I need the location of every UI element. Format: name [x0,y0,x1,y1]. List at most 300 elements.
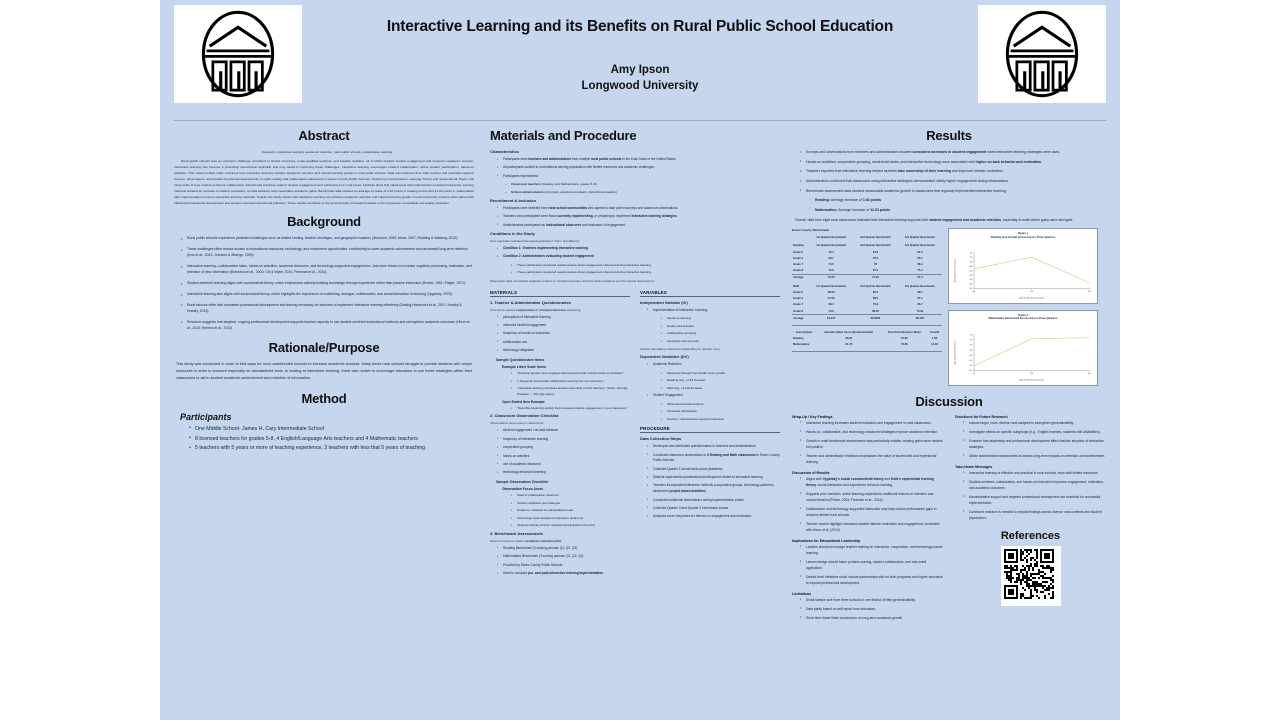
list-item: • Interactive learning also aligns with sociocultural theory, which highlights the importance of scaffolding, dialogue, collaboration, and social interaction in learning (Vygotsky, 1978). [182,291,474,297]
title-block [320,18,960,92]
conditions-heading: Conditions in the Study [490,231,535,237]
list-item: • Examine how leadership and professional development affect teacher adoption of interactive strategies. [964,439,1106,451]
list-item: ▪ technology-enhanced learning [498,470,630,476]
list-item: ▪ Collected Quarter 2 and Quarter 3 benchmark scores. [648,506,780,512]
table-cell: 66.7 [917,303,923,307]
likert-items-list [490,371,630,397]
affiliation: Longwood University [581,80,699,92]
header-divider [174,120,1106,121]
list-item: • Administrators confirmed that classrooms using interactive strategies demonstrated visibly higher engagement during observations. [801,178,1106,184]
iv-note: (Varied naturally by classroom depending on teacher use.) [640,347,721,352]
list-item: • Administrative support and targeted professional development are essential for successful implementation. [964,495,1106,507]
list-item: • Data partly based on self-report from educators. [801,607,943,613]
table-cell: 74.6 [828,309,834,313]
table-cell: 61.975 [809,315,853,322]
list-item: ▪ Conducted additional observations during implementation phase. [648,498,780,504]
table-cell: 68.6085 [853,315,898,322]
references-block [955,530,1106,611]
list-item: ▪ Collected Quarter 1 benchmark scores (baseline). [648,467,780,473]
results-heading: Results [926,128,972,143]
svg-text:Q2: Q2 [1030,372,1034,375]
chart-title: Figure 1 Reading Area Growth Scores Across Three Quarters [990,232,1056,239]
table-cell: Grade 6 [793,297,804,301]
observation-focus-heading: Observation Focus Areas [502,487,543,492]
research-poster [160,0,1120,720]
svg-text:74: 74 [969,252,972,255]
benchmark-group-label: Reading [793,244,804,248]
list-item: ▪ "Describe a learning activity that increased student engagement in your classroom." [512,406,630,411]
discussion-heading: Discussion [915,393,983,409]
sample-observation-heading: Sample Observation Checklist [496,480,548,485]
table-cell: 67.3 [898,274,942,281]
materials-s2-note: Observations were used in classrooms: [490,421,544,426]
list-item: – School administrators (principals, assistant principals, instructional leaders) [506,190,780,196]
longwood-seal-icon [1002,10,1082,98]
table-cell: 65.1 [917,256,923,260]
list-item: ▪ These participants completed questionnaires about engagement observed during interactive learning. [512,263,780,268]
table-cell: 61.70 [845,342,853,346]
list-item: ▪ Administrators participated as instructional observers and evaluators of engagement. [498,223,780,229]
iv-main-list [640,308,780,314]
benchmark-table [792,234,942,321]
university-logo-right [978,5,1106,103]
list-item: • Supports prior research: active learning outperforms traditional lectures in retention and comprehension (Prince, 2004; Freeman et al., 2014). [801,492,943,504]
svg-text:70: 70 [969,261,972,264]
sample-items-heading: Sample Questionnaire Items [496,357,545,362]
summary-col-header: Post 3rd Interaction Mean [887,330,921,334]
benchmark-col-header: 3rd Quarter Benchmark [904,244,935,248]
list-item: • District-level initiatives could include partnerships with ed-tech programs and higher education to expand professional development. [801,575,943,587]
list-item: • Growth in math benchmark assessments was particularly notable; reading gains were modest but positive. [801,439,943,451]
summary-col-header: Area Subject [795,330,813,334]
dv-heading: Dependent Variables (DV) [640,354,689,360]
list-item: • Short time frame limits conclusions on long-term academic growth. [801,616,943,622]
list-item: ▪ "Interactive learning increases student ownership of their learning." (Scale: Strongly Disagree → Strongly Agree) [512,386,630,397]
list-item: • Surveys and observations from teachers and administrators showed consistent increases in student engagement when interactive learning strategies were used. [801,149,1106,155]
table-divider [792,325,942,326]
limitations-list [792,598,943,622]
svg-text:58: 58 [969,287,972,290]
svg-text:62: 62 [969,364,972,367]
benchmark-table-wrap [792,228,942,385]
participants-list [174,426,474,453]
table-cell: 68.3 [917,262,923,266]
svg-text:Q1: Q1 [972,290,976,293]
takehome-list [955,471,1106,522]
abstract-body [174,149,474,206]
benchmark-table-body [792,240,942,321]
chart-title: Figure 2 Mathematics Benchmark Scores Across Three Quarters [988,313,1058,321]
table-cell: 75.4 [917,269,923,273]
materials-s2-title: 2. Classroom Observation Checklist [490,413,559,419]
svg-text:Q1: Q1 [972,372,976,375]
list-item: – Classroom teachers (Reading and Mathematics, grades 5–8) [506,182,780,188]
list-item: • Benchmark assessment data showed measurable academic growth in classrooms that regularly implemented interactive learning: [801,188,1106,194]
benchmark-col-header: 1st Quarter Benchmark [816,284,847,288]
list-item: • Student-centered learning aligns with constructivist theory, which emphasizes actively building knowledge through experience rather than passive instruction (Bruner, 1961; Piaget, 1972). [182,280,474,286]
materials-heading: MATERIALS [490,290,630,297]
recruitment-list [490,206,780,228]
svg-text:64: 64 [969,274,972,277]
svg-text:Average Benchmark Score: Average Benchmark Score [954,340,957,365]
column-middle [490,128,780,579]
benchmark-average-row [792,274,942,281]
svg-text:Q3: Q3 [1087,290,1091,293]
conditions-note: Four separate evaluated two-week participant "sites" (conditions): [490,239,580,244]
references-heading: References [1000,529,1061,542]
procedure-heading: PROCEDURE [640,426,780,433]
abstract-keywords: Keywords: interactive learning, academic retention, rural public schools, collaborative learning. [261,150,394,154]
abstract-paragraph: Rural public schools face an imminent challenge correlated to limited resources, under-qualified teachers, and location isolation, all of which impacts student engagement and long-term academic success. Interactive learning has become a promising instructional approach that may assist in improving these challenges. Interactive learning encourages student collaboration, active student participation, hands-on activities. This mixed method study examines how interactive learning includes academic retention and overall learning growth in rural public schools. Data was collected from both teacher and education leaders' surveys, observations, and student benchmark assessments in eight reading and mathematics classrooms in Essex County Public Schools. Guided by Constructivism Learning Theory and Sociocultural Theory this study looks at how student-centered, collaborative instructional practices support student engagement and achievement in rural areas. Findings show that classrooms that implemented consistent interactive learning methods showed an increase in student motivation, on-task behavior and measurable academic gains. Benchmark data showed an average increase of 1.63 points in reading scores and 11.03 points in mathematics after implementation of some interactive learning methods. Overall, the study shows that interactive learning can enhance academic retention and support learning growth in rural community schools when paired with influential professional development and student-centered instructional practices. These results contribute to the growing body of research related to the importance of equitable and quality education. [174,159,474,206]
table-cell: 68.4 [828,303,834,307]
list-item: ▪ Teacher / administrator reported motivation [662,417,780,422]
rationale-heading: Rationale/Purpose [268,339,380,355]
table-row [792,308,942,315]
svg-text:68: 68 [969,349,972,352]
dv2-list [640,393,780,399]
svg-text:2025-26 Benchmark Quarter: 2025-26 Benchmark Quarter [1018,379,1045,382]
table-cell: 67.0 [872,269,879,273]
list-item: ▪ Increased participation [662,409,780,414]
chart-card [948,310,1098,386]
list-item: ▪ Student collaboration observed [512,493,630,498]
list-item: • 5 teachers with 5 years or more of teaching experience, 3 teachers with less that 5 years of teaching [190,445,474,453]
list-item: ▪ collaboration use [498,340,630,346]
university-logo-left [174,5,302,103]
table-cell: 76.0 [872,256,879,260]
materials-s3-note: Used to measure student academic retention (DV): [490,538,562,543]
observation-items-list [490,493,630,529]
table-cell: Grade 5 [793,291,804,295]
table-cell: 66.0 [872,291,879,295]
list-item: • Leaders should encourage teacher training on interactive, cooperative, and technology-based learning. [801,545,943,557]
table-cell: 72.65 [809,274,853,281]
list-item: • Investigate effects on specific subgroups (e.g., English learners, students with disabilities). [964,430,1106,436]
background-heading: Background [287,214,361,230]
materials-s1-list [490,315,630,354]
materials-variables-columns [490,286,780,580]
table-cell: 67.96 [901,336,908,340]
discussion-columns [792,415,1106,625]
chart-card [948,228,1098,304]
list-item: • Lesson design should foster problem-solving, student collaboration, and real-world application. [801,560,943,572]
list-item: • Student-centered, collaborative, and hands-on instruction improves engagement, motivation, and academic outcomes. [964,480,1106,492]
table-cell: Mathematics [793,342,810,346]
list-item: ▪ Participants represented: [498,174,780,180]
characteristics-sublist [490,182,780,196]
benchmark-group-row [792,240,942,249]
benchmark-col-header: 2nd Quarter Benchmark [860,235,891,239]
benchmark-col-header: 3rd Quarter Benchmark [904,284,935,288]
author-name: Amy Ipson [610,64,670,76]
list-item: ▪ technology integration [498,348,630,354]
abstract-heading: Abstract [298,128,350,143]
list-item: ▪ Teachers incorporated interactive methods (cooperative groups, technology platforms, student-led project based activities). [648,483,780,495]
list-item: ▪ Conducted classroom observations in 8 Reading and Math classrooms in Essex County Public Schools. [648,453,780,465]
list-item: ▪ Reading avg. +1.63 increase [662,378,780,383]
recruitment-heading: Recruitment & Inclusion [490,197,537,203]
list-item: ▪ cooperative grouping [498,445,630,451]
poster-title: Interactive Learning and its Benefits on Rural Public School Education [386,18,894,35]
table-cell: 58.90 [827,291,835,295]
participants-heading: Participants [180,411,232,422]
svg-text:70: 70 [969,344,972,347]
open-ended-list [490,406,630,411]
poster-columns [160,128,1120,718]
benchmark-average-row [792,315,942,322]
list-item: • Continued research is needed to expand findings across diverse rural contexts and student populations. [964,510,1106,522]
characteristics-heading: Characteristics [490,149,519,154]
list-item: ▪ frequency of hands-on instruction [498,331,630,337]
dv1-item: ▪ Academic Retention [648,362,780,368]
table-cell: 67.1 [917,297,923,301]
table-cell: 70.5 [828,262,834,266]
results-closing: Overall, data from eight rural classrooms indicated that interactive learning supports both student engagement and academic retention, especially in math where gains were strongest. [795,218,1074,223]
takehome-heading: Take-Home Messages [955,464,993,469]
likert-heading: Example Likert Scale Items [502,364,546,369]
list-item: ▪ Teachers who participated were those currently implementing, or preparing to implement interactive learning strategies. [498,214,780,220]
svg-text:66: 66 [969,354,972,357]
table-cell: Grade 7 [793,262,804,266]
list-item: ▪ Mathematics Benchmark (3 scoring periods: Q1, Q2, Q3) [498,554,630,560]
table-cell: 68.135 [898,315,942,322]
table-cell: Grade 6 [793,256,804,260]
list-item: ▪ Reading Benchmark (3 scoring periods: Q1, Q2, Q3) [498,546,630,552]
list-item: ▪ Observational task behavior [662,402,780,407]
svg-text:Q2: Q2 [1030,290,1034,293]
benchmark-col-header: 2nd Quarter Benchmark [860,244,891,248]
list-item: ▪ hands-on activities [498,454,630,460]
future-research-list [955,421,1106,460]
materials-s1-title: 1. Teacher & Administrator Questionnaires [490,299,571,305]
table-cell: 68.0 [872,297,879,301]
list-item: • 8 licensed teachers for grades 5-8, 4 English/Language Arts teachers and 4 Mathematic teachers [190,436,474,444]
conditions-closing-note: (See paper data set include separate content vs. treatment groups; all three data conditions are the natural classrooms.) [490,278,655,283]
conditions-list [490,246,780,260]
discussion-right [955,415,1106,625]
list-item: ▪ Condition 2: Administrators evaluating student engagement [498,254,780,260]
table-cell: 72.0 [828,269,834,273]
materials-s3-title: 3. Benchmark Assessments [490,530,543,536]
list-item: ▪ Analyzed score responses for themes on engagement and motivation. [648,514,780,520]
list-item: ▪ frequency of interactive learning [498,437,630,443]
list-item: • Interactive learning—collaborative tasks, hands-on activities, academic discourse, and technology-supported engagement—has been shown to increase cognitive processing, motivation, and retention of new information (Bransford et al., 2000; Chi & Wylie, 2014; Freeman et al., 2014). [182,263,474,276]
procedure-steps-heading: Data Collection Steps [640,436,682,442]
list-item: • Utilize standardized assessments to assess long-term impacts on retention and achievement. [964,454,1106,460]
list-item: ▪ observed student engagement [498,323,630,329]
implications-heading: Implications for Educational Leadership [792,538,861,543]
table-row [792,268,942,275]
conditions-sublist [490,263,780,276]
table-cell: 78 [873,262,877,266]
iv-main-item: ▪ Implementation of Interactive Learning [648,308,780,314]
list-item: ○ Mathematics: Average increase of 11.03 points [810,207,1106,213]
list-item: • Small sample size from three schools in one district; limited generalizability. [801,598,943,604]
list-item: • Collaborative and technology-supported instruction may help reduce performance gaps in resource-limited rural schools. [801,507,943,519]
list-item: ▪ All participants worked in rural districts serving populations with limited resources and academic challenges. [498,165,780,171]
list-item: ▪ Hands-on materials or manipulatives used [512,508,630,513]
table-cell: Grade 8 [793,309,804,313]
summary-col-header: Baseline Mean Score (Q1 Benchmark) [824,330,874,334]
poster-header [160,0,1120,118]
table-cell: 60.4 [917,250,923,254]
list-item: ▪ interactive science tools [662,339,780,344]
references-qr-code[interactable] [1001,546,1061,606]
list-item: • Teachers reported that interactive learning helped students take ownership of their learning and improved intrinsic motivation. [801,168,1106,174]
limitations-heading: Limitations [792,591,812,596]
iv-heading: Independent Variable (IV) [640,299,688,305]
charts-area [948,228,1098,385]
procedure-steps-list [640,444,780,520]
list-item: ▪ "I frequently incorporate collaborative learning into my instruction." [512,379,630,384]
qr-code-icon [1004,549,1054,599]
list-item: • Interactive learning increases student motivation and engagement in rural classrooms. [801,421,943,427]
table-cell: 64.8 [872,250,879,254]
table-row [792,341,942,347]
benchmark-group-row [792,281,942,290]
longwood-seal-icon [198,10,278,98]
list-item: ▪ student-led activities [662,324,780,329]
list-item: ▪ Provided by Essex County Public Schools [498,563,630,569]
materials-subcolumn [490,286,630,580]
benchmark-table-caption: Essex County Benchmark [792,228,830,233]
list-item: • Teacher reports highlight increased student intrinsic motivation and engagement, consistent with Hixon et al. (2013). [801,522,943,534]
list-item: ▪ hands-on learning [662,316,780,321]
list-item: • Rural public schools experience persistent challenges such as limited funding, teacher shortages, and geographic isolation (Jimerson, 2005; Monk, 2007; Redding & Walberg, 2012). [182,235,474,241]
list-item: ▪ These participants completed questionnaires about engagement observed during interactive learning. [512,270,780,275]
list-item: • Include larger, more diverse rural samples to strengthen generalizability. [964,421,1106,427]
materials-procedure-heading: Materials and Procedure [490,128,637,143]
svg-text:Average Benchmark Score: Average Benchmark Score [954,258,957,283]
list-item: ▪ Used to compare pre- and post-interactive learning implementation [498,571,630,577]
characteristics-list [490,157,780,179]
table-cell: 68.7 [828,256,834,260]
table-cell: 11.03 [931,342,938,346]
list-item: ▪ student engagement / on-task behavior [498,428,630,434]
results-data-area [792,228,1106,385]
results-sublist [792,197,1106,213]
list-item: ▪ Participants were teachers and administrators from multiple rural public schools in the East Coast of the United States. [498,157,780,163]
list-item: ○ Reading: Average increase of 1.63 points [810,197,1106,203]
discussion-results-heading: Discussion of Results [792,470,830,475]
svg-text:72: 72 [969,256,972,259]
summary-table-body [792,335,942,347]
list-item: • Teacher and administrator feedback emphasizes the value of student-led and experiential learning. [801,454,943,466]
table-cell: 70.04 [916,309,924,313]
svg-text:62: 62 [969,279,972,282]
table-cell: Average [792,274,809,281]
materials-s1-note: Core items used a comparative or oral questionnaire assessing: [490,307,582,312]
svg-text:72: 72 [969,339,972,342]
table-cell: Grade 7 [793,303,804,307]
results-list [792,149,1106,194]
svg-text:Q3: Q3 [1087,372,1091,375]
benchmark-col-header: 3rd Quarter Benchmark [904,235,935,239]
list-item: ▪ Teacher facilitates peer dialogue [512,501,630,506]
list-item: ▪ Technology tools integrated (interactive platforms) [512,516,630,521]
summary-col-header: Growth [929,330,940,334]
column-right [792,128,1106,625]
summary-table [792,329,942,348]
column-left [174,128,474,455]
list-item: ▪ Measured through benchmark score growth [662,371,780,376]
svg-text:74: 74 [969,334,972,337]
table-cell: Reading [793,336,804,340]
discussion-left [792,415,943,625]
list-item: • Rural schools often lack consistent professional development and training necessary for teachers to implement interactive learning effectively (Darling-Hammond et al., 2017; Howley & Howley, 2014). [182,302,474,315]
table-cell: 72.80 [901,342,908,346]
table-cell: 66.65 [845,336,853,340]
list-item: ▪ Participants were selected from rural school communities who agreed to take part in surveys and classroom observations. [498,206,780,212]
table-cell: 68.50 [872,309,879,313]
discussion-results-list [792,477,943,534]
table-cell: 47.50 [827,297,835,301]
iv-items-list [640,316,780,344]
list-item: • Aligns with Vygotsky's social constructivist theory and Kolb's experiential learning theory: social interaction and experience enhance learning. [801,477,943,489]
table-cell: 1.63 [931,336,938,340]
dv2-items-list [640,402,780,423]
method-heading: Method [301,390,347,406]
svg-text:66: 66 [969,270,972,273]
wrapup-heading: Wrap-Up / Key Findings [792,414,833,419]
list-item: • Hands-on activities, cooperative grouping, student-led tasks, and interactive technology were associated with higher on-task behavior and motivation. [801,159,1106,165]
list-item: • These challenges often reduce access to instructional resources, technology, and enrichment opportunities, contributing to lower academic achievement and decreased long-term retention (Irvin et al., 2012; Johnson & Strange, 2009). [182,246,474,259]
table-cell: 68.7 [917,291,923,295]
line-chart [951,239,1095,301]
svg-text:64: 64 [969,359,972,362]
svg-text:2025-26 Benchmark Quarter: 2025-26 Benchmark Quarter [1018,297,1045,300]
dv1-items-list [640,371,780,392]
table-cell: Grade 8 [793,269,804,273]
dv2-item: ▪ Student Engagement [648,393,780,399]
benchmark-col-header: 1st Quarter Benchmark [816,235,847,239]
variables-heading: VARIABLES [640,290,780,297]
table-divider-bottom [792,351,942,352]
dv1-list [640,362,780,368]
list-item: ▪ perceptions of interactive learning [498,315,630,321]
wrapup-list [792,421,943,466]
svg-text:68: 68 [969,265,972,268]
benchmark-group-label: Math [793,284,800,288]
list-item: ▪ "Students appear more engaged during lessons that include hands-on activities." [512,371,630,376]
materials-s3-list [490,546,630,577]
rationale-body: This study was conducted in order to find ways for rural underfunded schools to increase academic success. Many times rural schools struggle to provide students with ample resources in order to succeed especially on standardized tests. In looking at interactive learning, there was motive to encourage educators to use these strategies within their classrooms to aid in student academic achievement and retention of information. [176,361,472,381]
table-cell: 79.4 [828,250,834,254]
implications-list [792,545,943,587]
list-item: • Hands-on, collaborative, and technology-enhanced strategies improve academic retention. [801,430,943,436]
variables-subcolumn [640,286,780,580]
list-item: • Research suggests that targeted, ongoing professional development supports teacher capacity to use student-centered instructional methods and strengthens academic outcomes (Hixon et al., 2013; Herrera et al., 2022). [182,319,474,332]
list-item: ▪ Districts implemented professional development related to interactive learning. [648,475,780,481]
open-ended-heading: Open Ended Item Example [502,399,545,404]
list-item: ▪ Condition 1: Teachers implementing interactive learning [498,246,780,252]
materials-s2-list [490,428,630,476]
table-cell: Average [792,315,809,322]
benchmark-col-header: 2nd Quarter Benchmark [860,284,891,288]
list-item: ▪ Students display intrinsic motivation/participation observed [512,523,630,528]
list-item: ▪ Developed and distributed questionnaires to teachers and administrators. [648,444,780,450]
list-item: ▪ collaborative grouping [662,331,780,336]
table-cell: Grade 5 [793,250,804,254]
list-item: ▪ Math avg. +11.03 increase [662,386,780,391]
line-chart [951,321,1095,383]
benchmark-col-header: 1st Quarter Benchmark [816,244,847,248]
future-research-heading: Directions for Future Research [955,414,1008,419]
list-item: • Interactive learning is effective and practical in rural schools, even with limited resources. [964,471,1106,477]
table-cell: 70.9 [872,303,879,307]
svg-text:60: 60 [969,369,972,372]
list-item: • One Middle School- James H. Cary Intermediate School [190,426,474,434]
